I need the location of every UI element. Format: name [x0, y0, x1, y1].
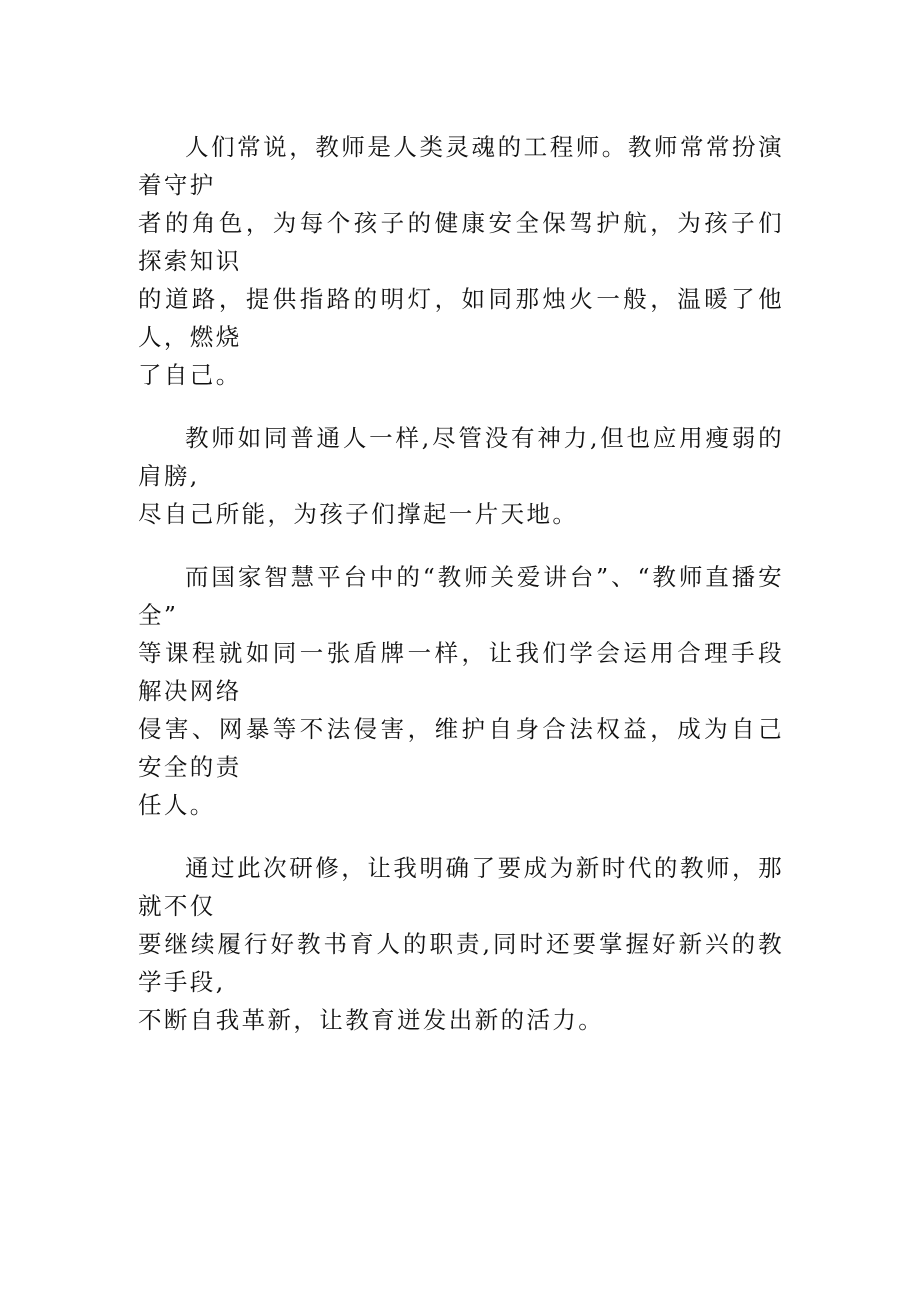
paragraph-2: 教师如同普通人一样,尽管没有神力,但也应用瘦弱的肩膀, 尽自己所能，为孩子们撑起一片天地。 — [138, 424, 784, 528]
paragraph-4: 通过此次研修，让我明确了要成为新时代的教师，那就不仅 要继续履行好教书育人的职责,同时还要掌握好新兴的教学手段, 不断自我革新，让教育迸发出新的活力。 — [138, 854, 784, 1034]
paragraph-1: 人们常说，教师是人类灵魂的工程师。教师常常扮演着守护 者的角色，为每个孩子的健康安全保驾护航，为孩子们探索知识 的道路，提供指路的明灯，如同那烛火一般，温暖了他人，燃烧 了自己。 — [138, 133, 784, 389]
document-body — [138, 128, 784, 1064]
paragraph-3: 而国家智慧平台中的“教师关爱讲台”、“教师直播安全” 等课程就如同一张盾牌一样，让我们学会运用合理手段解决网络 侵害、网暴等不法侵害，维护自身合法权益，成为自己安全的责 任人。 — [138, 563, 784, 819]
